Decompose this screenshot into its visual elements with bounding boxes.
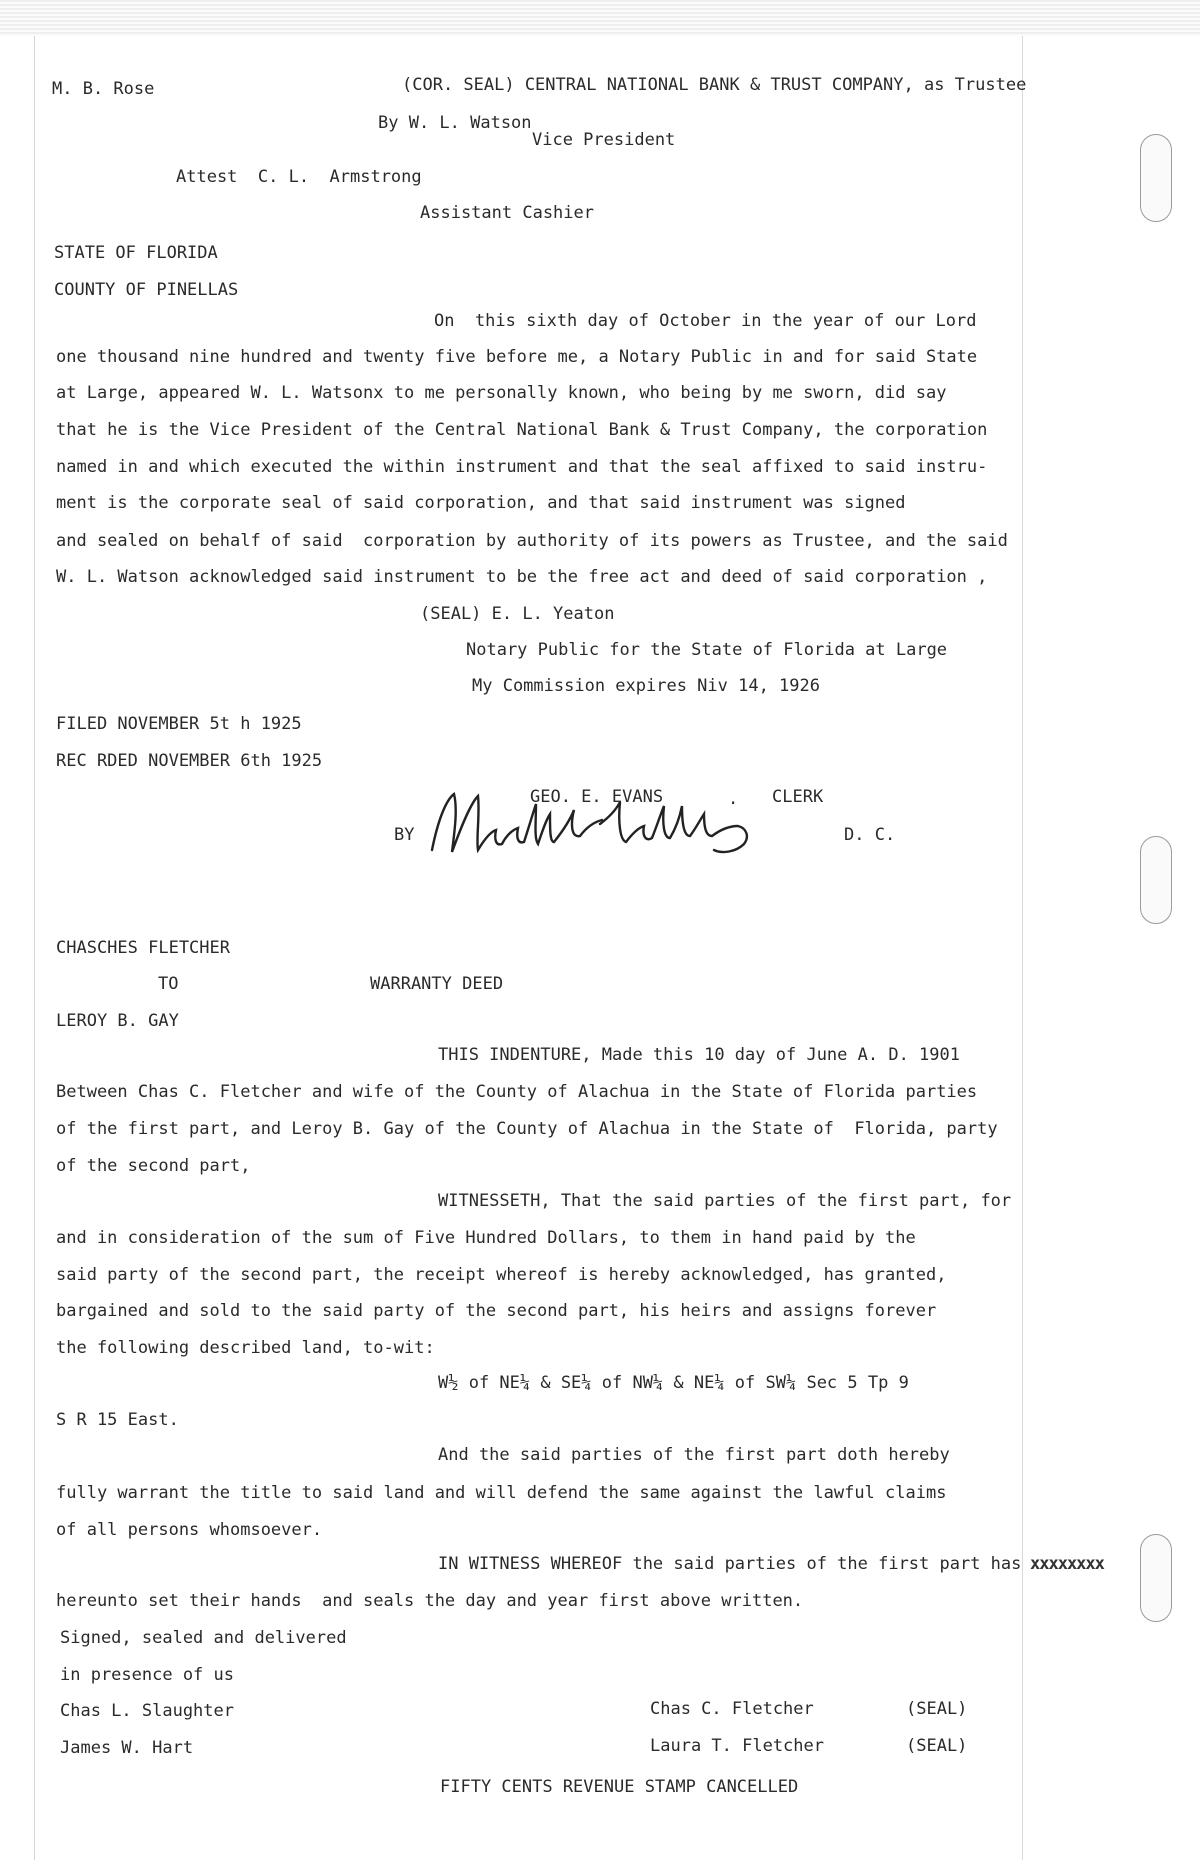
filed-date: FILED NOVEMBER 5t h 1925: [56, 714, 302, 734]
clerk-dot: .: [728, 789, 739, 809]
witness-name: Chas L. Slaughter: [60, 1701, 234, 1721]
clerk-name: GEO. E. EVANS: [530, 787, 664, 807]
deed-line: of all persons whomsoever.: [56, 1520, 323, 1540]
ack-line: one thousand nine hundred and twenty five before me, a Notary Public in and for said State: [56, 347, 978, 367]
deputy-clerk-label: D. C.: [844, 825, 896, 845]
ack-line: On this sixth day of October in the year of our Lord: [434, 311, 977, 331]
deed-line: in presence of us: [60, 1665, 234, 1685]
deed-line: IN WITNESS WHEREOF the said parties of the first part has: [438, 1554, 1022, 1574]
signer-name: Laura T. Fletcher: [650, 1736, 824, 1756]
deed-line: bargained and sold to the said party of the second part, his heirs and assigns forever: [56, 1301, 937, 1321]
clerk-title: CLERK: [772, 787, 824, 807]
notary-seal-line: (SEAL) E. L. Yeaton: [420, 604, 615, 624]
seal-mark: (SEAL): [906, 1736, 968, 1756]
commission-expiry: My Commission expires Niv 14, 1926: [472, 676, 820, 696]
land-description: W½ of NE¼ & SE¼ of NW¼ & NE¼ of SW¼ Sec 5 Tp 9: [438, 1373, 909, 1393]
attest-line: Attest C. L. Armstrong: [176, 167, 422, 187]
deed-line: Between Chas C. Fletcher and wife of the County of Alachua in the State of Florida parties: [56, 1082, 978, 1102]
ack-line: ment is the corporate seal of said corporation, and that said instrument was signed: [56, 493, 906, 513]
deed-line: And the said parties of the first part doth hereby: [438, 1445, 950, 1465]
left-margin-rule: [34, 36, 35, 1860]
signer-name: Chas C. Fletcher: [650, 1699, 814, 1719]
deed-title: WARRANTY DEED: [370, 974, 504, 994]
witness-name: James W. Hart: [60, 1738, 194, 1758]
binder-ring-middle: [1140, 836, 1172, 924]
county-heading: COUNTY OF PINELLAS: [54, 280, 239, 300]
binder-ring-bottom: [1140, 1534, 1172, 1622]
binder-ring-top: [1140, 134, 1172, 222]
revenue-stamp-note: FIFTY CENTS REVENUE STAMP CANCELLED: [440, 1777, 799, 1797]
deed-line: S R 15 East.: [56, 1410, 179, 1430]
scan-top-edge: [0, 0, 1200, 36]
deed-line: and in consideration of the sum of Five Hundred Dollars, to them in hand paid by the: [56, 1228, 916, 1248]
right-margin-rule: [1022, 36, 1023, 1860]
by-label: BY: [394, 825, 415, 845]
deed-line: WITNESSETH, That the said parties of the first part, for: [438, 1191, 1012, 1211]
ack-line: named in and which executed the within instrument and that the seal affixed to said instru-: [56, 457, 988, 477]
deed-line: the following described land, to-wit:: [56, 1338, 435, 1358]
corporation-line: (COR. SEAL) CENTRAL NATIONAL BANK & TRUST COMPANY, as Trustee: [402, 75, 1027, 95]
struck-out-text: xxxxxxxx: [1030, 1554, 1104, 1574]
deed-line: THIS INDENTURE, Made this 10 day of June A. D. 1901: [438, 1045, 960, 1065]
vice-president-title: Vice President: [532, 130, 676, 150]
grantee-name: LEROY B. GAY: [56, 1011, 179, 1031]
ack-line: W. L. Watson acknowledged said instrument to be the free act and deed of said corporation ,: [56, 567, 988, 587]
recorded-date: REC RDED NOVEMBER 6th 1925: [56, 751, 323, 771]
deed-line: Signed, sealed and delivered: [60, 1628, 347, 1648]
state-heading: STATE OF FLORIDA: [54, 243, 218, 263]
grantor-name: CHASCHES FLETCHER: [56, 938, 230, 958]
ack-line: that he is the Vice President of the Central National Bank & Trust Company, the corporation: [56, 420, 988, 440]
m-b-rose: M. B. Rose: [52, 79, 155, 99]
deputy-clerk-signature: [424, 780, 784, 870]
by-line: By W. L. Watson: [378, 113, 532, 133]
to-label: TO: [158, 974, 179, 994]
seal-mark: (SEAL): [906, 1699, 968, 1719]
notary-title: Notary Public for the State of Florida at Large: [466, 640, 948, 660]
ack-line: at Large, appeared W. L. Watsonx to me personally known, who being by me sworn, did say: [56, 383, 947, 403]
assistant-cashier-title: Assistant Cashier: [420, 203, 594, 223]
deed-line: of the second part,: [56, 1156, 251, 1176]
deed-line: hereunto set their hands and seals the day and year first above written.: [56, 1591, 804, 1611]
ack-line: and sealed on behalf of said corporation by authority of its powers as Trustee, and the said: [56, 531, 1008, 551]
deed-line: fully warrant the title to said land and will defend the same against the lawful claims: [56, 1483, 947, 1503]
deed-line: of the first part, and Leroy B. Gay of the County of Alachua in the State of Florida, party: [56, 1119, 998, 1139]
deed-line: said party of the second part, the receipt whereof is hereby acknowledged, has granted,: [56, 1265, 947, 1285]
